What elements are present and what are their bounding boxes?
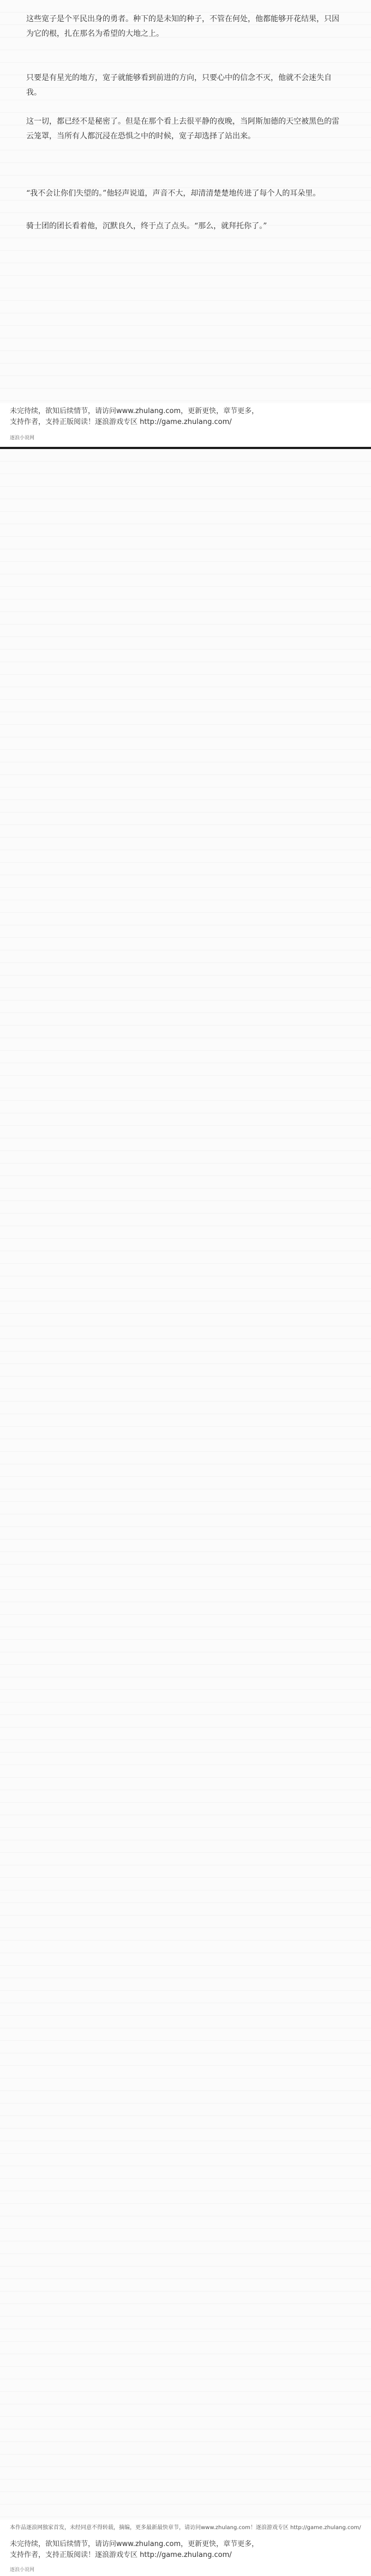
site-mark: 逐浪小说网 [10, 2567, 35, 2573]
paragraph: 骑士团的团长看着他，沉默良久，终于点了点头。“那么，就拜托你了。” [26, 222, 267, 231]
footer-line-2: 支持作者，支持正版阅读！逐浪游戏专区 http://game.zhulang.com/ [10, 2551, 232, 2559]
footer-line-3: 本作品逐浪网独家首发，未经同意不得转载，摘编，更多最新最快章节，请访问www.zhulang.com！逐浪游戏专区 http://game.zhulang.com/ [10, 2525, 361, 2531]
paragraph: 只要是有星光的地方，宽子就能够看到前进的方向，只要心中的信念不灭，他就不会迷失自我。 [26, 74, 332, 97]
footer-line-2: 支持作者，支持正版阅读！逐浪游戏专区 http://game.zhulang.com/ [10, 418, 232, 426]
footer-line-1: 未完待续，欲知后续情节，请访问www.zhulang.com，更新更快，章节更多， [10, 2540, 259, 2548]
footer-bottom [0, 2520, 371, 2576]
page-1 [0, 0, 371, 403]
footer-line-1: 未完待续，欲知后续情节，请访问www.zhulang.com，更新更快，章节更多， [10, 407, 259, 415]
paragraph: 这些宽子是个平民出身的勇者。种下的是未知的种子，不管在何处，他都能够开花结果，只因为它的根，扎在那名为希望的大地之上。 [26, 15, 339, 38]
paragraph: “我不会让你们失望的。”他轻声说道，声音不大，却清清楚楚地传进了每个人的耳朵里。 [26, 189, 321, 198]
footer [0, 403, 371, 447]
site-stamp: 逐浪小说网 [10, 435, 35, 441]
paragraph: 这一切，都已经不是秘密了。但是在那个看上去很平静的夜晚，当阿斯加德的天空被黑色的雷云笼罩，当所有人都沉浸在恐惧之中的时候，宽子却选择了站出来。 [26, 117, 339, 141]
page-2 [0, 449, 371, 2520]
